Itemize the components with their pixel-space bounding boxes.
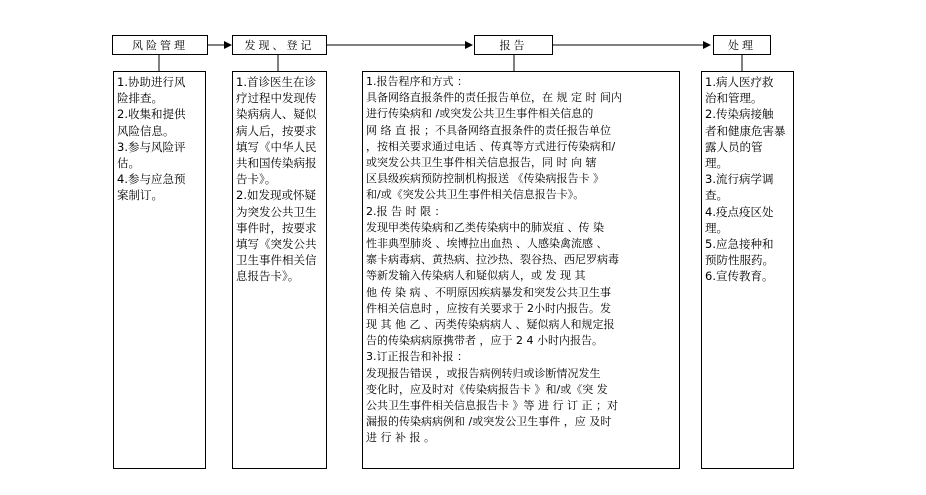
discover-line: 事件时，按要求: [236, 220, 317, 235]
handle-line: 1.病人医疗救: [705, 75, 774, 89]
discover-line: 填写《突发公共: [236, 237, 317, 252]
handle-line: 露人员的管: [705, 139, 763, 154]
risk-line: 案制订。: [117, 188, 163, 203]
discover-line: 共和国传染病报: [236, 156, 317, 171]
report-line: 或突发公共卫生事件相关信息报告，同 时 向 辖: [366, 156, 597, 170]
report-line: 他 传 染 病 、不明原因疾病暴发和突发公共卫生事: [366, 285, 611, 299]
report-line: 1.报告程序和方式 ：: [366, 75, 468, 88]
report-line: ，按相关要求通过电话 、传真等方式进行传染病和/: [366, 139, 616, 153]
report-line: 具备网络直报条件的责任报告单位，在 规 定 时 间内: [366, 91, 622, 105]
discover-line: 1.首诊医生在诊: [236, 75, 316, 89]
report-line: 区县级疾病预防控制机构报送 《传染病报告卡 》: [366, 172, 604, 186]
discover-line: 告卡》。: [236, 172, 277, 187]
handle-line: 理。: [705, 156, 728, 171]
report-line: 变化时，应及时对《传染病报告卡 》和/或《突 发: [366, 382, 608, 396]
discover-line: 染病病人、疑似: [236, 107, 317, 122]
handle-line: 4.疫点疫区处: [705, 204, 774, 219]
report-line: 3.订正报告和补报 ：: [366, 350, 468, 364]
risk-line: 4.参与应急预: [117, 172, 186, 187]
handle-line: 2.传染病接触: [705, 107, 774, 122]
report-line: 性非典型肺炎 、埃博拉出血热 、人感染禽流感 、: [366, 237, 608, 251]
report-line: 寨卡病毒病、黄热病、拉沙热、裂谷热、西尼罗病毒: [366, 253, 619, 267]
discover-line: 病人后，按要求: [236, 123, 317, 138]
report-line: 网 络 直 报 ；不具备网络直报条件的责任报告单位: [366, 123, 611, 137]
handle-line: 预防性服药。: [705, 253, 774, 268]
risk-line: 2.收集和提供: [117, 107, 186, 122]
risk-line: 风险信息。: [117, 123, 175, 138]
header-report: 报告: [474, 35, 553, 55]
handle-box: [701, 71, 794, 469]
discover-line: 填写《中华人民: [236, 139, 317, 154]
risk-line: 3.参与风险评: [117, 139, 186, 154]
report-line: 漏报的传染病病例和 /或突发公卫生事件 ，应 及时: [366, 415, 612, 429]
discover-line: 2.如发现或怀疑: [236, 188, 316, 203]
report-line: 等新发输入传染病人和疑似病人，或 发 现 其: [366, 269, 586, 283]
handle-line: 治和管理。: [705, 91, 763, 106]
report-line: 件相关信息时 ，应按有关要求于 2小时内报告。发: [366, 301, 611, 315]
handle-line: 查。: [705, 188, 728, 203]
risk-line: 险排查。: [117, 91, 163, 106]
handle-line: 6.宣传教育。: [705, 269, 774, 284]
report-line: 告的传染病病原携带者 ，应于 2 4 小时内报告。: [366, 334, 603, 348]
handle-line: 理。: [705, 220, 728, 235]
handle-line: 者和健康危害暴: [705, 123, 786, 138]
discover-line: 卫生事件相关信: [236, 253, 317, 268]
report-line: 进 行 补 报 。: [366, 431, 435, 445]
handle-line: 3.流行病学调: [705, 172, 774, 187]
report-line: 进行传染病和 /或突发公共卫生事件相关信息的: [366, 107, 594, 121]
report-line: 发现甲类传染病和乙类传染病中的肺炭疽 、传 染: [366, 220, 604, 234]
report-line: 发现报告错误 ，或报告病例转归或诊断情况发生: [366, 366, 601, 380]
discover-line: 息报告卡》。: [236, 269, 300, 284]
discover-line: 为突发公共卫生: [236, 204, 317, 219]
discover-register-box: [232, 71, 327, 469]
risk-line: 1.协助进行风: [117, 75, 186, 89]
report-line: 2.报 告 时 限 ：: [366, 204, 446, 218]
header-discover-register: 发现、登记: [232, 35, 327, 55]
report-line: 现 其 他 乙 、丙类传染病病人 、疑似病人和规定报: [366, 318, 615, 332]
report-line: 和/或《突发公共卫生事件相关信息报告卡》。: [366, 188, 585, 202]
risk-line: 估。: [117, 156, 140, 171]
report-line: 公共卫生事件相关信息报告卡 》等 进 行 订 正 ；对: [366, 399, 618, 413]
header-risk-management: 风险管理: [112, 35, 208, 55]
risk-management-box: [113, 71, 206, 469]
discover-line: 疗过程中发现传: [236, 91, 317, 106]
header-handle: 处理: [713, 35, 771, 55]
handle-line: 5.应急接种和: [705, 237, 774, 252]
report-box: [362, 71, 680, 469]
